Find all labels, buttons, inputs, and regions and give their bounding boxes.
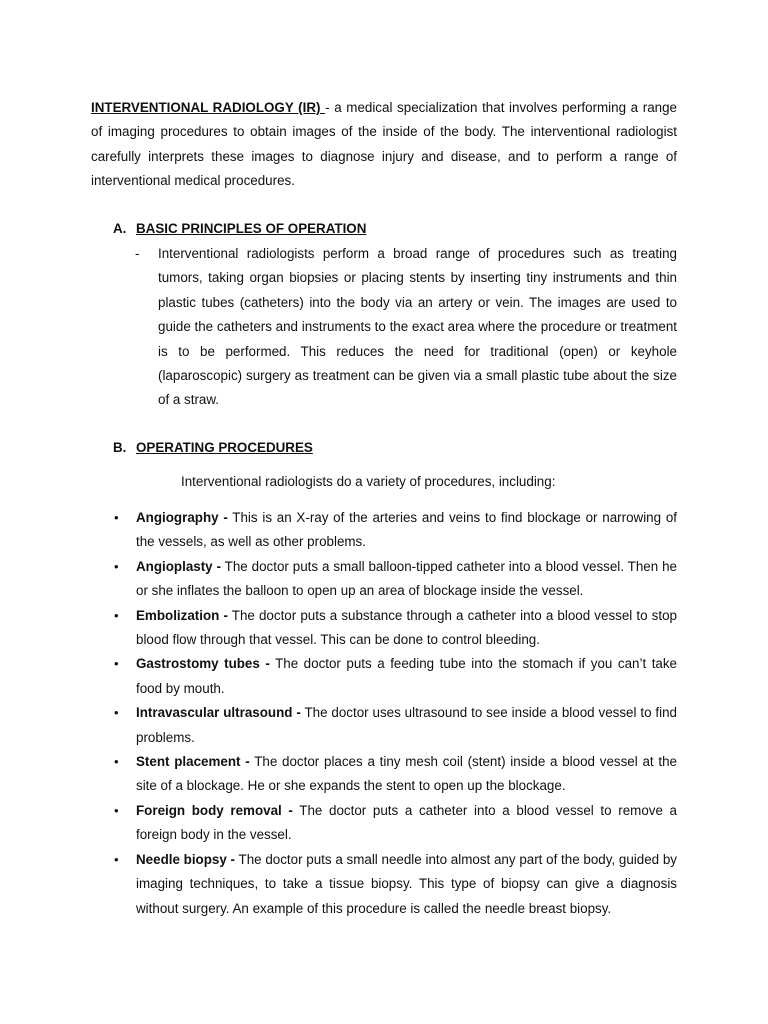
bullet-icon: • <box>114 705 119 721</box>
procedure-text: The doctor puts a feeding tube into the stomach if you can’t take food by mouth. <box>136 656 678 696</box>
section-b-heading <box>113 436 673 460</box>
section-a-letter: A. <box>113 221 127 236</box>
list-item <box>113 799 677 848</box>
bullet-icon: • <box>114 558 119 574</box>
bullet-icon: • <box>114 754 119 770</box>
intro-separator: - <box>325 100 330 115</box>
bullet-icon: • <box>114 607 119 623</box>
procedure-term: Foreign body removal - <box>136 802 293 818</box>
procedure-text: The doctor places a tiny mesh coil (stent) inside a blood vessel at the site of a blockage. He or she expands the stent to open up the blockage. <box>136 754 677 794</box>
bullet-icon: • <box>114 656 119 672</box>
section-b-title: OPERATING PROCEDURES <box>136 440 313 455</box>
bullet-icon: • <box>114 510 119 525</box>
list-item <box>113 604 677 653</box>
intro-term: INTERVENTIONAL RADIOLOGY (IR) <box>91 100 326 115</box>
procedure-term: Needle biopsy - <box>136 851 236 867</box>
section-a-heading <box>113 217 673 241</box>
bullet-icon: • <box>114 851 119 867</box>
list-item <box>113 750 677 799</box>
procedure-list <box>113 506 677 921</box>
procedure-term: Angioplasty - <box>136 558 221 574</box>
list-item <box>113 848 677 921</box>
procedure-term: Intravascular ultrasound - <box>136 705 301 721</box>
section-a-body <box>135 242 677 413</box>
procedure-text: The doctor puts a substance through a catheter into a blood vessel to stop blood flow through that vessel. This can be done to control bleeding. <box>136 607 677 648</box>
section-b-letter: B. <box>113 440 127 455</box>
procedure-text: This is an X-ray of the arteries and veins to find blockage or narrowing of the vessels, as well as other problems. <box>136 510 677 550</box>
bullet-icon: • <box>114 802 119 818</box>
list-item <box>113 701 677 750</box>
intro-paragraph <box>91 96 677 194</box>
procedure-text: The doctor uses ultrasound to see inside a blood vessel to find problems. <box>136 705 677 745</box>
procedure-term: Embolization - <box>136 607 228 623</box>
section-a-text: Interventional radiologists perform a broad range of procedures such as treating tumors, taking organ biopsies or placing stents by inserting tiny instruments and thin plastic tubes (catheters) into the body via an artery or vein. The images are used to guide the catheters and instruments to the exact area where the procedure or treatment is to be performed. This reduces the need for traditional (open) or keyhole (laparoscopic) surgery as treatment can be given via a small plastic tube about the size of a straw. <box>158 246 677 408</box>
section-a-title: BASIC PRINCIPLES OF OPERATION <box>136 221 367 236</box>
list-item <box>113 506 677 555</box>
procedure-text: The doctor puts a small balloon-tipped catheter into a blood vessel. Then he or she inflates the balloon to open up an area of blockage inside the vessel. <box>136 558 677 599</box>
procedure-term: Stent placement - <box>136 754 250 770</box>
section-a-dash: - <box>135 246 140 261</box>
list-item <box>113 652 677 701</box>
procedure-text: The doctor puts a small needle into almost any part of the body, guided by imaging techniques, to take a tissue biopsy. This type of biopsy can give a diagnosis without surgery. An example of this procedure is called the needle breast biopsy. <box>136 851 677 916</box>
intro-text: a medical specialization that involves performing a range of imaging procedures to obtain images of the inside of the body. The interventional radiologist carefully interprets these images to diagnose injury and disease, and to perform a range of interventional medical procedures. <box>91 100 678 189</box>
procedure-term: Gastrostomy tubes - <box>136 656 270 672</box>
list-item <box>113 555 677 604</box>
procedure-text: The doctor puts a catheter into a blood vessel to remove a foreign body in the vessel. <box>136 802 678 843</box>
section-b-lead-in: Interventional radiologists do a variety of procedures, including: <box>181 474 556 489</box>
procedure-term: Angiography - <box>136 510 228 525</box>
